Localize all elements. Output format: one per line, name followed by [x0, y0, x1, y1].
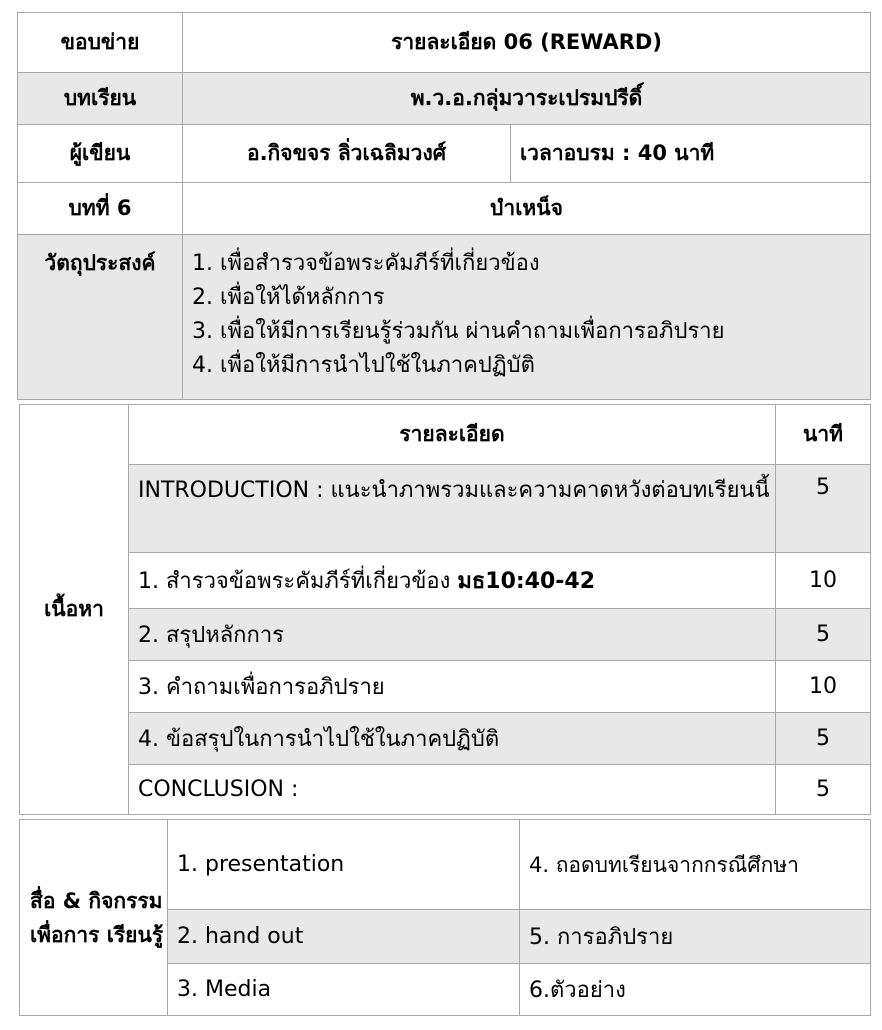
column-header-detail: รายละเอียด — [129, 405, 776, 465]
objective-item: 4. เพื่อให้มีการนำไปใช้ในภาคปฏิบัติ — [192, 353, 535, 378]
content-row-label: 1. สำรวจข้อพระคัมภีร์ที่เกี่ยวข้อง — [138, 569, 458, 594]
content-table — [19, 404, 871, 815]
media-item: 1. presentation — [168, 820, 520, 910]
lesson-info-table — [17, 12, 871, 400]
content-row-minutes: 5 — [776, 465, 871, 553]
objective-label: วัตถุประสงค์ — [18, 235, 183, 400]
content-row-minutes: 5 — [776, 713, 871, 765]
content-row-text: 2. สรุปหลักการ — [129, 609, 776, 661]
content-label: เนื้อหา — [20, 405, 129, 815]
content-row-text: INTRODUCTION : แนะนำภาพรวมและความคาดหวังต่อบทเรียนนี้ — [129, 465, 776, 553]
objective-item: 2. เพื่อให้ได้หลักการ — [192, 285, 385, 310]
media-item: 5. การอภิปราย — [520, 910, 871, 964]
chapter-label: บทที่ 6 — [18, 183, 183, 235]
content-row-minutes: 5 — [776, 609, 871, 661]
media-item: 2. hand out — [168, 910, 520, 964]
author-value: อ.กิจขจร ลิ่วเฉลิมวงศ์ — [183, 125, 511, 183]
objective-item: 3. เพื่อให้มีการเรียนรู้ร่วมกัน ผ่านคำถามเพื่อการอภิปราย — [192, 319, 725, 344]
media-item: 6.ตัวอย่าง — [520, 964, 871, 1016]
column-header-minutes: นาที — [776, 405, 871, 465]
content-row-text: CONCLUSION : — [129, 765, 776, 815]
media-table — [19, 819, 871, 1016]
media-item: 3. Media — [168, 964, 520, 1016]
author-label: ผู้เขียน — [18, 125, 183, 183]
content-row-text: 4. ข้อสรุปในการนำไปใช้ในภาคปฏิบัติ — [129, 713, 776, 765]
content-row-minutes: 5 — [776, 765, 871, 815]
objective-item: 1. เพื่อสำรวจข้อพระคัมภีร์ที่เกี่ยวข้อง — [192, 251, 540, 276]
network-label: ขอบข่าย — [18, 13, 183, 73]
content-row-minutes: 10 — [776, 553, 871, 609]
lesson-label: บทเรียน — [18, 73, 183, 125]
content-row-minutes: 10 — [776, 661, 871, 713]
content-row-text — [129, 553, 776, 609]
media-item: 4. ถอดบทเรียนจากกรณีศึกษา — [520, 820, 871, 910]
network-value: รายละเอียด 06 (REWARD) — [183, 13, 871, 73]
media-label: สื่อ & กิจกรรม เพื่อการ เรียนรู้ — [20, 820, 168, 1016]
scripture-reference: มธ10:40-42 — [457, 569, 596, 594]
objective-list — [183, 235, 871, 400]
lesson-value: พ.ว.อ.กลุ่มวาระเปรมปรีดิ์ — [183, 73, 871, 125]
content-row-text: 3. คำถามเพื่อการอภิปราย — [129, 661, 776, 713]
training-time: เวลาอบรม : 40 นาที — [511, 125, 871, 183]
chapter-value: บำเหน็จ — [183, 183, 871, 235]
